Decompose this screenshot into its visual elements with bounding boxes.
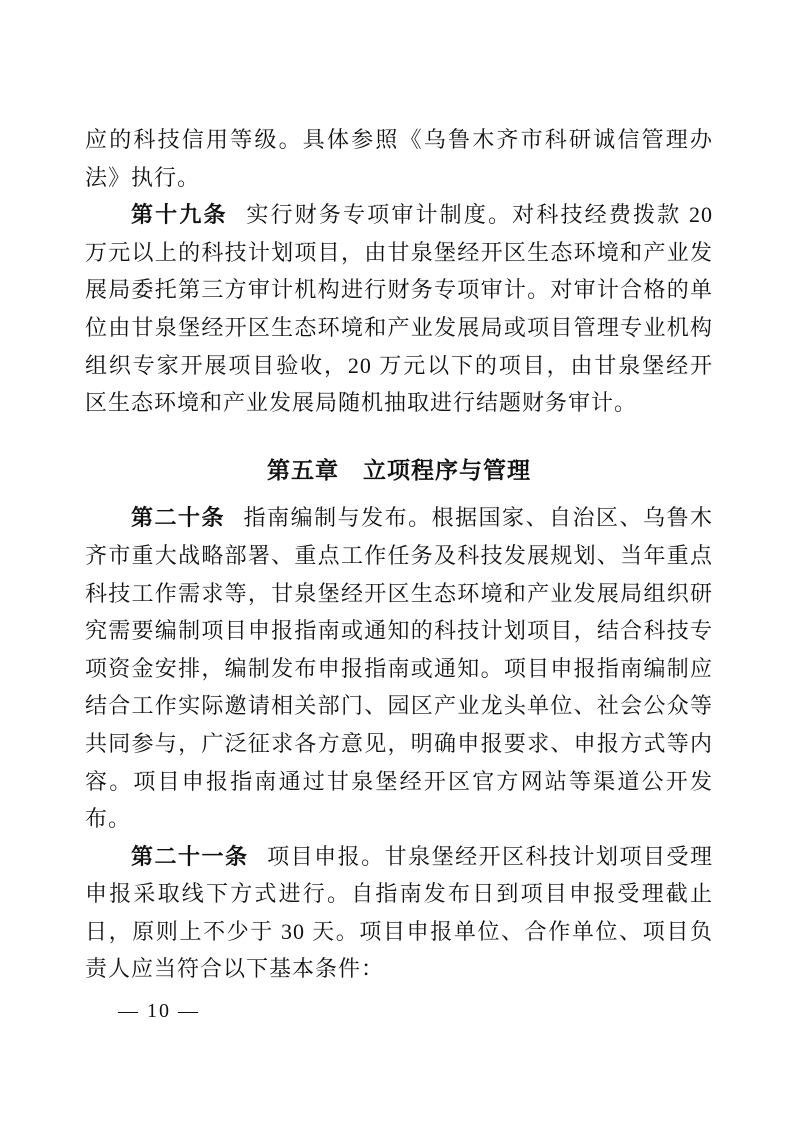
paragraph: 第十九条 实行财务专项审计制度。对科技经费拨款 20 万元以上的科技计划项目，由甘泉堡经开区生态环境和产业发展局委托第三方审计机构进行财务专项审计。对审计合格的单位由甘泉堡经开区生态环境和产业发展局或项目管理专业机构组织专家开展项目验收，20 万元以下的项目，由甘泉堡经开区生态环境和产业发展局随机抽取进行结题财务审计。 (85, 202, 713, 416)
document-body (85, 121, 713, 988)
chapter-heading: 第五章 立项程序与管理 (267, 457, 531, 483)
paragraph: 第二十一条 项目申报。甘泉堡经开区科技计划项目受理申报采取线下方式进行。自指南发布日到项目申报受理截止日，原则上不少于 30 天。项目申报单位、合作单位、项目负责人应当符合以下基本条件： (85, 843, 713, 982)
paragraph: 应的科技信用等级。具体参照《乌鲁木齐市科研诚信管理办法》执行。 (85, 127, 713, 190)
article-number: 第二十条 (131, 505, 225, 531)
article-number: 第二十一条 (131, 843, 249, 869)
page-number: — 10 — (118, 1000, 200, 1022)
paragraph: 第二十条 指南编制与发布。根据国家、自治区、乌鲁木齐市重大战略部署、重点工作任务及科技发展规划、当年重点科技工作需求等，甘泉堡经开区生态环境和产业发展局组织研究需要编制项目申报指南或通知的科技计划项目，结合科技专项资金安排，编制发布申报指南或通知。项目申报指南编制应结合工作实际邀请相关部门、园区产业龙头单位、社会公众等共同参与，广泛征求各方意见，明确申报要求、申报方式等内容。项目申报指南通过甘泉堡经开区官方网站等渠道公开发布。 (85, 505, 713, 832)
article-number: 第十九条 (131, 202, 228, 228)
